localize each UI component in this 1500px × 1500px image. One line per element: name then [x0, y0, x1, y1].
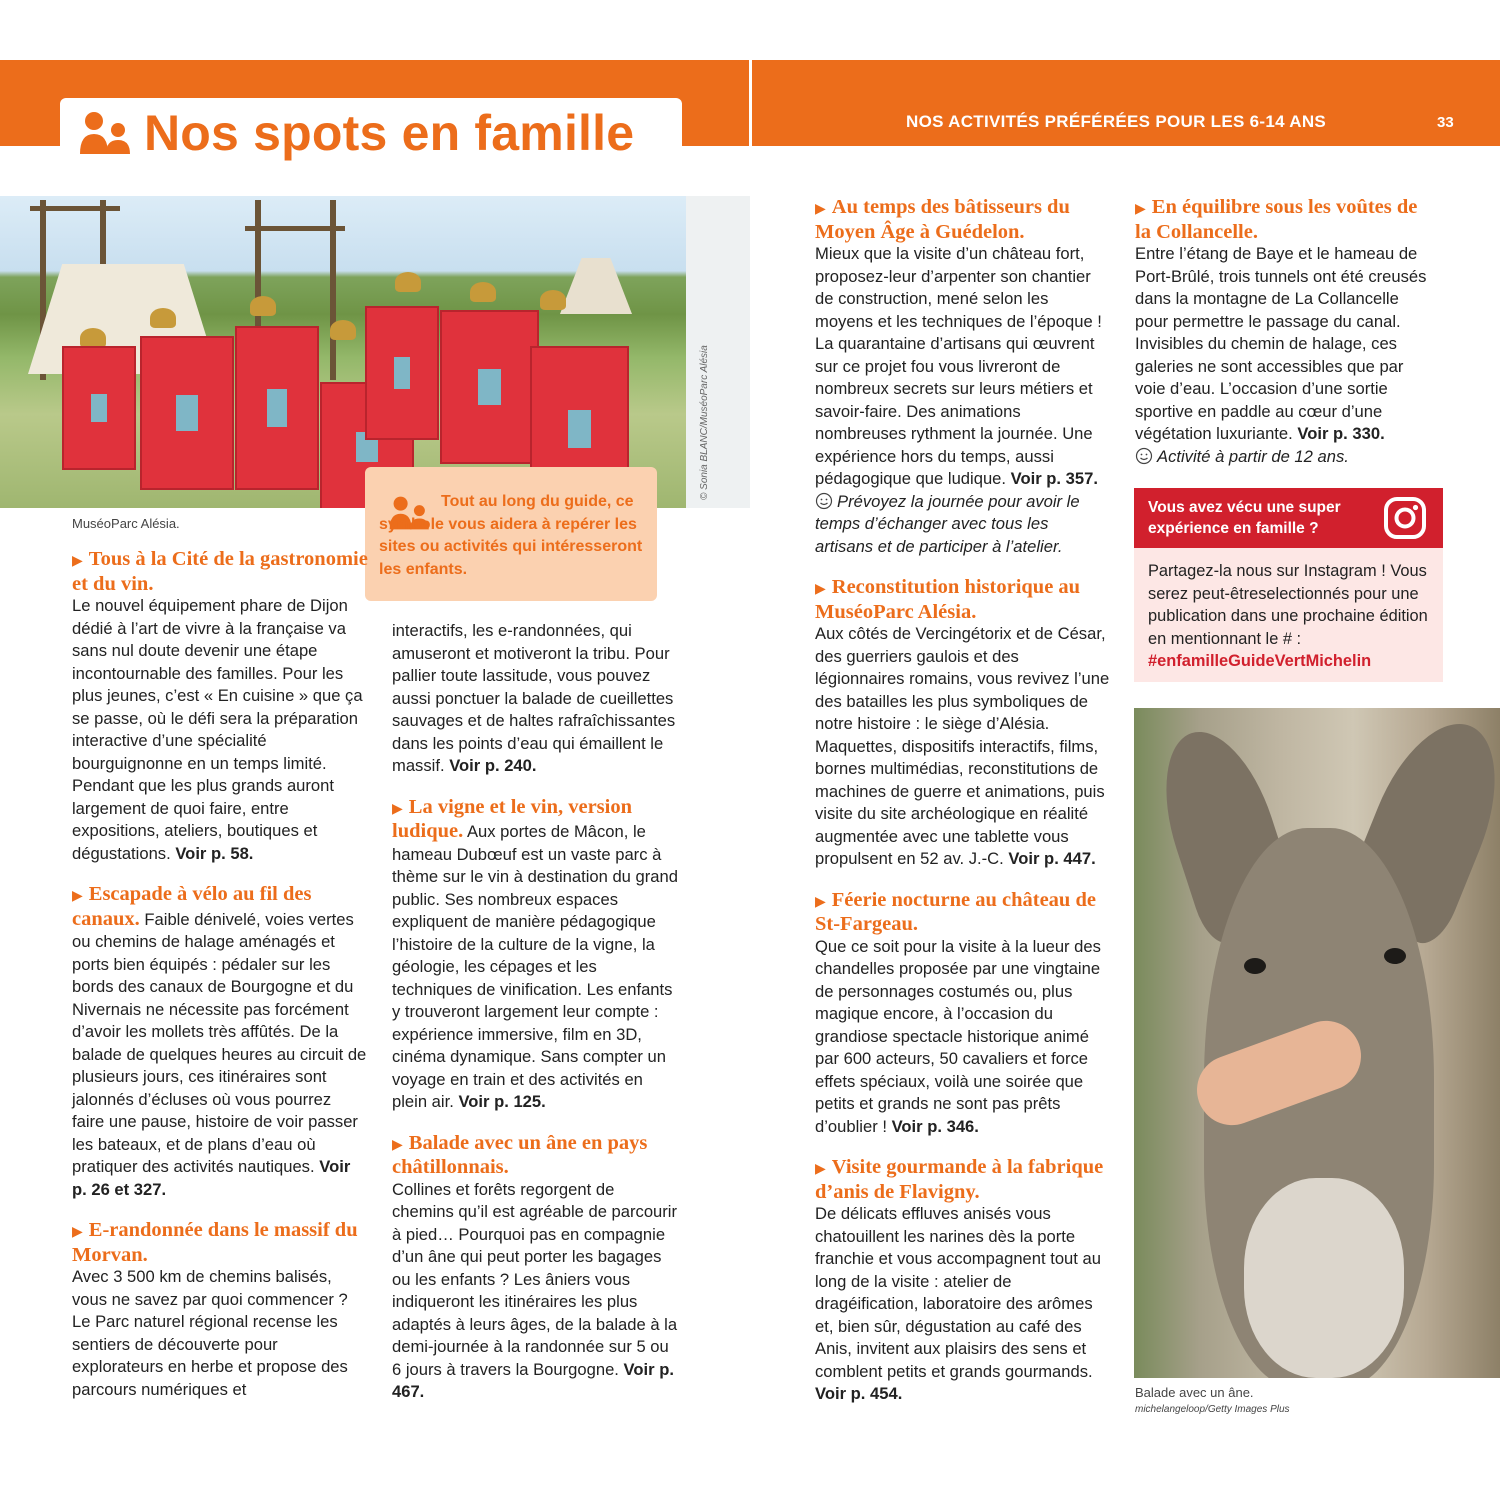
- page-number: 33: [1437, 114, 1454, 131]
- column-4: [1135, 196, 1435, 486]
- helmet: [395, 272, 421, 292]
- column-1: [72, 548, 368, 1419]
- section-body: Faible dénivelé, voies vertes ou chemins de halage aménagés et ports bien équipés : pédaler sur les bords des canaux de Bourgogne et du Nivernais ne nécessite pas forcément d’avoir les mollets très affûtés. De la balade de quelques heures au circuit de plusieurs jours, ces itinéraires sont jalonnés d’écluses où vous pourrez faire une pause, histoire de voir passer les bateaux, et de plans d’eau où pratiquer des activités nautiques.: [72, 909, 367, 1176]
- section-e-randonnee: [72, 1219, 368, 1401]
- title-box: [60, 98, 682, 168]
- section-heading: ▶ Escapade à vélo au fil des canaux.: [72, 883, 312, 930]
- hashtag: #enfamilleGuideVertMichelin: [1148, 652, 1372, 670]
- donkey-eye: [1384, 948, 1406, 964]
- page-reference: Voir p. 467.: [392, 1359, 674, 1401]
- shield: [235, 326, 319, 490]
- section-heading: ▶ Balade avec un âne en pays châtillonnais.: [392, 1131, 648, 1178]
- section-escapade-velo: [72, 883, 368, 1201]
- section-flavigny: [815, 1156, 1111, 1406]
- shield: [365, 306, 439, 440]
- photo-caption: MuséoParc Alésia.: [72, 516, 180, 531]
- photo-credit: michelangeloop/Getty Images Plus: [1135, 1404, 1290, 1415]
- callout-text: Tout au long du guide, ce symbole vous aidera à repérer les sites ou activités qui intéresseront les enfants.: [379, 493, 643, 578]
- instagram-header: [1134, 488, 1443, 548]
- triangle-bullet-icon: ▶: [72, 1224, 83, 1240]
- shield: [440, 310, 539, 464]
- instagram-icon: [1383, 496, 1427, 540]
- smile-icon: [1135, 447, 1153, 465]
- helmet: [250, 296, 276, 316]
- page-reference: Voir p. 58.: [175, 843, 254, 863]
- family-icon: [78, 110, 134, 156]
- triangle-bullet-icon: ▶: [815, 1161, 826, 1177]
- page-reference: Voir p. 240.: [449, 756, 537, 775]
- instagram-box: [1134, 488, 1443, 682]
- helmet: [330, 320, 356, 340]
- page-reference: Voir p. 447.: [1008, 849, 1096, 868]
- smile-icon: [815, 492, 833, 510]
- section-body: Avec 3 500 km de chemins balisés, vous ne savez par quoi commencer ? Le Parc naturel régional recense les sentiers de découverte pour explorateurs en herbe et propose des parcours numériques et: [72, 1267, 348, 1399]
- shield: [140, 336, 234, 490]
- donkey-eye: [1244, 958, 1266, 974]
- triangle-bullet-icon: ▶: [815, 893, 826, 910]
- shield: [62, 346, 136, 470]
- section-body: Collines et forêts regorgent de chemins qu’il est agréable de parcourir à pied… Pourquoi pas en compagnie d’un âne qui peut porter les bagages ou les enfants ? Les âniers vous indiqueront les itinéraires les plus adaptés à leurs âges, de la balade à la demi-journée à la randonnée sur 5 ou 6 jours à travers la Bourgogne.: [392, 1179, 678, 1379]
- wooden-beam: [245, 226, 345, 231]
- section-subtitle: NOS ACTIVITÉS PRÉFÉRÉES POUR LES 6-14 ANS: [906, 112, 1327, 131]
- section-heading: ▶ La vigne et le vin, version ludique.: [392, 795, 632, 842]
- section-heading: ▶ Visite gourmande à la fabrique d’anis de Flavigny.: [815, 1156, 1104, 1203]
- page-reference: Voir p. 357.: [1010, 469, 1098, 488]
- section-cite-gastronomie: [72, 548, 368, 865]
- triangle-bullet-icon: ▶: [72, 888, 83, 904]
- section-heading: ▶ Féerie nocturne au château de St-Fargeau.: [815, 888, 1096, 935]
- page-title: Nos spots en famille: [144, 105, 635, 161]
- section-vigne-vin: [392, 796, 680, 1114]
- page-reference: Voir p. 454.: [815, 1384, 903, 1403]
- callout-box: [365, 467, 657, 601]
- wooden-beam: [30, 206, 120, 211]
- column-2: [392, 620, 680, 1422]
- triangle-bullet-icon: ▶: [392, 800, 403, 817]
- helmet: [150, 308, 176, 328]
- photo-caption: Balade avec un âne.: [1135, 1385, 1254, 1400]
- section-body: Que ce soit pour la visite à la lueur des chandelles proposée par une vingtaine de personnages costumés ou, plus magique encore, à l’occasion du grandiose spectacle historique animé par 600 acteurs, 50 cavaliers et force effets spéciaux, voilà une soirée que petits et grands ne sont pas prêts d’oublier !: [815, 936, 1101, 1136]
- helmet: [470, 282, 496, 302]
- tip: Prévoyez la journée pour avoir le temps d’échanger avec tous les artisans et de participer à l’atelier.: [815, 491, 1080, 556]
- tent: [560, 258, 632, 314]
- photo-donkey: [1134, 708, 1500, 1378]
- section-st-fargeau: [815, 889, 1111, 1139]
- section-body: Aux côtés de Vercingétorix et de César, des guerriers gaulois et des légionnaires romains, vous revivez l’une des batailles les plus symboliques de notre histoire : le siège d’Alésia. Maquettes, dispositifs interactifs, films, bornes multimédias, reconstitutions de machines de guerre et animations, puis visite du site archéologique en réalité augmentée avec une tablette vous propulsent en 52 av. J.-C.: [815, 624, 1110, 868]
- triangle-bullet-icon: ▶: [392, 1136, 403, 1153]
- section-museoparc: [815, 576, 1111, 871]
- column-3: [815, 196, 1111, 1424]
- triangle-bullet-icon: ▶: [815, 201, 826, 217]
- section-heading: ▶ En équilibre sous les voûtes de la Collancelle.: [1135, 196, 1418, 243]
- photo-credit: © Sonia BLANC/MuséoParc Alésia: [699, 345, 710, 500]
- helmet: [540, 290, 566, 310]
- photo-museoparc: [0, 196, 686, 508]
- donkey-muzzle: [1244, 1178, 1404, 1378]
- page-reference: Voir p. 125.: [458, 1092, 546, 1111]
- section-body: Mieux que la visite d’un château fort, proposez-leur d’arpenter son chantier de construction, mené selon les moyens et les techniques de l’époque ! La quarantaine d’artisans qui œuvrent sur ce projet fou vous livreront de nombreux secrets sur leurs métiers et savoir-faire. Des animations nombreuses rythment la journée. Une expérience hors du temps, aussi pédagogique que ludique.: [815, 244, 1102, 488]
- section-body: Entre l’étang de Baye et le hameau de Port-Brûlé, trois tunnels ont été creusés dans la montagne de La Collancelle pour permettre le passage du canal. Invisibles du chemin de halage, ces galeries ne sont accessibles que par voie d’eau. L’occasion d’une sortie sportive en paddle au cœur d’une végétation luxuriante.: [1135, 244, 1427, 443]
- section-guedelon: [815, 196, 1111, 558]
- section-collancelle: [1135, 196, 1435, 468]
- triangle-bullet-icon: ▶: [815, 581, 826, 597]
- section-heading: ▶ Reconstitution historique au MuséoParc Alésia.: [815, 576, 1081, 623]
- section-heading: ▶ Tous à la Cité de la gastronomie et du vin.: [72, 548, 368, 595]
- section-e-randonnee-continued: [392, 620, 680, 778]
- section-body: Le nouvel équipement phare de Dijon dédié à l’art de vivre à la française va sans nul doute devenir une étape incontournable des familles. Pour les plus jeunes, c’est « En cuisine » que ça se passe, où le défi sera la préparation interactive d’une spécialité bourguignonne en un temps limité. Pendant que les plus grands auront largement de quoi faire, entre expositions, ateliers, boutiques et dégustations.: [72, 596, 363, 863]
- helmet: [80, 328, 106, 348]
- section-heading: ▶ Au temps des bâtisseurs du Moyen Âge à Guédelon.: [815, 196, 1070, 243]
- section-heading: ▶ E-randonnée dans le massif du Morvan.: [72, 1219, 358, 1266]
- instagram-body: Partagez-la nous sur Instagram ! Vous serez peut-êtreselectionnés pour une publication dans une prochaine édition en mentionnant le # : #enfamilleGuideVertMichelin: [1148, 562, 1428, 670]
- section-balade-ane: [392, 1132, 680, 1404]
- triangle-bullet-icon: ▶: [72, 553, 83, 569]
- tip: Activité à partir de 12 ans.: [1135, 446, 1435, 469]
- header-band-right: [752, 60, 1500, 146]
- section-body: interactifs, les e-randonnées, qui amuseront et motiveront la tribu. Pour pallier toute lassitude, vous pouvez aussi ponctuer la balade de cueillettes sauvages et de haltes rafraîchissantes dans les points d’eau qui émaillent le massif.: [392, 621, 676, 775]
- section-body: De délicats effluves anisés vous chatouillent les narines dès la porte franchie et vous accompagnent tout au long de la visite : atelier de dragéification, laboratoire des arômes et, bien sûr, dégustation au café des Anis, invitent aux plaisirs des sens et comblent petits et grands gourmands.: [815, 1204, 1101, 1381]
- section-body: Aux portes de Mâcon, le hameau Dubœuf est un vaste parc à thème sur le vin à destination du grand public. Ses nombreux espaces expliquent de manière pédagogique l’histoire de la culture de la vigne, la géologie, les cépages et les techniques de vinification. Les enfants y trouveront largement leur compte : expérience immersive, film en 3D, cinéma dynamique. Sans compter un voyage en train et des activités en plein air.: [392, 822, 678, 1111]
- page-reference: Voir p. 330.: [1297, 424, 1385, 443]
- page-reference: Voir p. 26 et 327.: [72, 1157, 351, 1199]
- page-reference: Voir p. 346.: [891, 1116, 979, 1136]
- triangle-bullet-icon: ▶: [1135, 201, 1146, 217]
- instagram-heading: Vous avez vécu une super expérience en famille ?: [1148, 499, 1341, 537]
